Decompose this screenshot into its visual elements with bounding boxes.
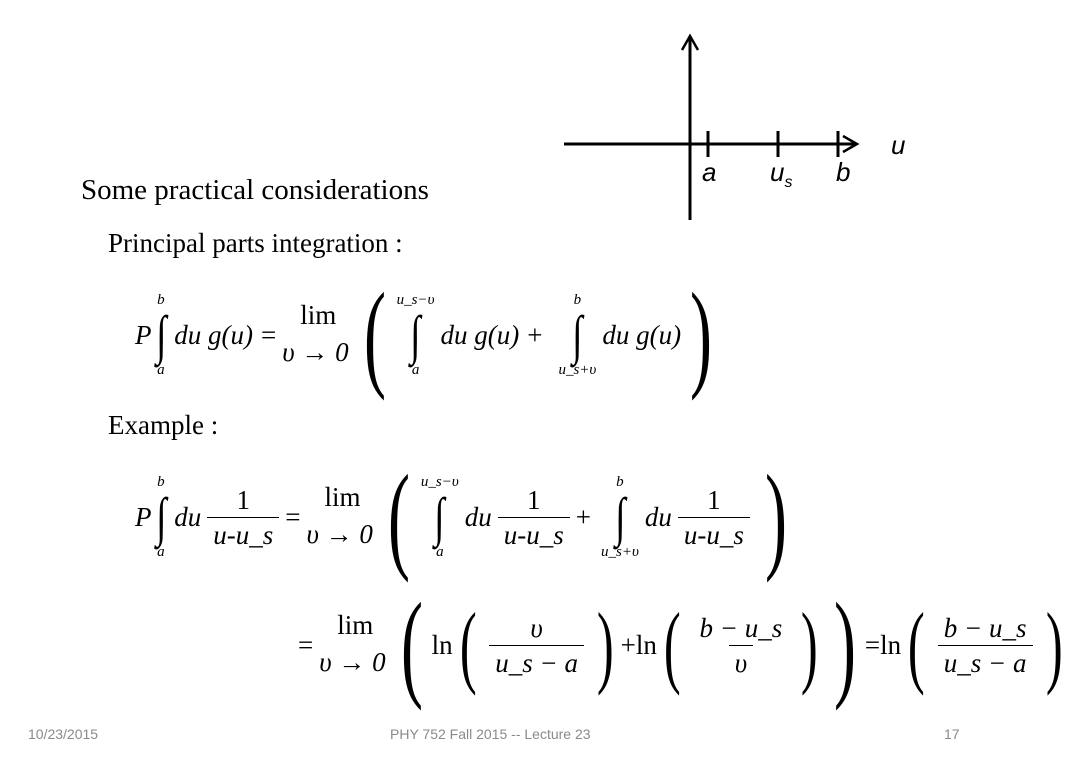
eq2-left-paren: (	[387, 450, 410, 583]
eq2-fraction	[207, 483, 279, 552]
eq1-integrand-2: du g(u)	[602, 319, 682, 350]
eq2-lower-limit: a	[157, 544, 165, 560]
eq3-ln-3: ln	[880, 629, 902, 660]
equation-result	[298, 578, 1069, 711]
eq3-fraction-2	[694, 611, 789, 680]
eq3-paren-3-left: (	[908, 594, 925, 696]
axis-diagram	[560, 30, 940, 230]
eq1-equals: =	[261, 319, 277, 350]
eq2-denominator: u-u_s	[207, 517, 279, 552]
eq2-prefix: P	[135, 501, 152, 532]
eq1-upper-limit: b	[157, 292, 165, 308]
eq3-equals-2: =	[864, 629, 881, 660]
eq2-denominator-2: u-u_s	[678, 517, 750, 552]
axis-label-us	[770, 157, 792, 192]
equation-example	[135, 450, 796, 583]
eq3-frac1-numerator: υ	[530, 612, 543, 643]
eq1-integral-1	[397, 291, 435, 379]
eq2-du: du	[174, 501, 202, 532]
eq3-paren-2-right: )	[801, 594, 819, 696]
eq1-left-paren: (	[363, 268, 386, 401]
eq1-prefix: P	[135, 319, 152, 350]
eq3-fraction-1	[489, 611, 584, 680]
eq1-int1-lower: a	[411, 362, 420, 378]
axis-label-u: u	[891, 130, 906, 160]
eq3-outer-right-paren: )	[833, 578, 856, 711]
footer-page-number: 17	[944, 726, 960, 742]
eq1-lower-limit: a	[157, 362, 165, 378]
eq2-int2-upper: b	[616, 474, 624, 490]
eq1-integral-2	[558, 291, 596, 379]
eq2-integral-1	[421, 473, 459, 561]
eq2-int1-lower: a	[436, 544, 444, 560]
eq3-outer-left-paren: (	[400, 578, 423, 711]
eq2-fraction-1	[498, 483, 570, 552]
eq1-integrand: du g(u)	[174, 319, 254, 350]
eq2-fraction-2	[678, 483, 750, 552]
eq3-paren-1-left: (	[459, 594, 477, 696]
eq3-lim-word: lim	[337, 610, 374, 640]
axis-label-a: a	[702, 157, 717, 187]
eq2-upper-limit: b	[157, 474, 165, 490]
eq3-frac1-denominator: u_s − a	[489, 645, 584, 680]
integral-sign: ∫	[572, 305, 583, 365]
slide-heading: Some practical considerations	[81, 174, 429, 206]
eq3-equals: =	[298, 629, 314, 660]
eq3-frac3-numerator: b − u_s	[943, 612, 1027, 643]
eq1-integral-main	[154, 291, 169, 379]
eq2-integral-main	[154, 473, 169, 561]
integral-sign: ∫	[155, 487, 167, 547]
eq2-right-paren: )	[764, 450, 787, 583]
eq3-paren-2-left: (	[663, 594, 681, 696]
eq1-limit	[282, 298, 348, 372]
eq2-int1-upper: u_s−υ	[420, 474, 459, 490]
eq3-frac2-denominator: υ	[729, 645, 753, 680]
eq2-denominator-1: u-u_s	[498, 517, 570, 552]
eq3-paren-3-right: )	[1045, 594, 1063, 696]
axis-label-b: b	[836, 157, 851, 187]
eq2-limit	[307, 480, 373, 554]
integral-sign: ∫	[410, 305, 421, 365]
footer-date: 10/23/2015	[28, 726, 99, 742]
eq2-du-1: du	[464, 501, 492, 532]
eq3-ln-1: ln	[431, 629, 453, 660]
axis-label-us-main: u	[770, 157, 785, 187]
axis-label-us-subscript: s	[784, 174, 793, 191]
eq1-lim-word: lim	[300, 300, 337, 330]
eq1-integrand-1: du g(u)	[440, 319, 520, 350]
eq2-numerator-2: 1	[707, 484, 721, 515]
eq2-lim-word: lim	[324, 482, 361, 512]
eq2-numerator-1: 1	[527, 484, 541, 515]
integral-sign: ∫	[155, 305, 167, 365]
eq1-int1-upper: u_s−υ	[396, 292, 435, 308]
eq3-lim-sub: υ → 0	[319, 647, 386, 677]
equation-principal-part	[135, 268, 721, 401]
eq3-paren-1-right: )	[596, 594, 614, 696]
footer-course: PHY 752 Fall 2015 -- Lecture 23	[390, 726, 591, 742]
eq3-ln-2: ln	[635, 629, 657, 660]
eq2-equals: =	[285, 501, 301, 532]
eq2-integral-2	[601, 473, 639, 561]
eq1-int2-lower: u_s+υ	[558, 362, 597, 378]
eq2-lim-sub: υ → 0	[306, 519, 373, 549]
eq2-plus: +	[575, 501, 591, 532]
slide-subheading: Principal parts integration :	[108, 228, 403, 258]
eq1-right-paren: )	[690, 268, 713, 401]
eq1-lim-sub: υ → 0	[282, 337, 349, 367]
eq1-int2-upper: b	[573, 292, 582, 308]
example-label: Example :	[108, 410, 219, 440]
eq3-plus: +	[620, 629, 636, 660]
eq2-du-2: du	[644, 501, 672, 532]
eq3-fraction-3	[938, 611, 1033, 680]
eq3-frac2-numerator: b − u_s	[699, 612, 783, 643]
eq3-frac3-denominator: u_s − a	[938, 645, 1033, 680]
eq2-numerator: 1	[236, 484, 251, 515]
eq3-limit	[319, 608, 385, 682]
integral-sign: ∫	[614, 487, 626, 547]
eq1-plus: +	[527, 319, 543, 350]
integral-sign: ∫	[434, 487, 446, 547]
eq2-int2-lower: u_s+υ	[601, 544, 639, 560]
